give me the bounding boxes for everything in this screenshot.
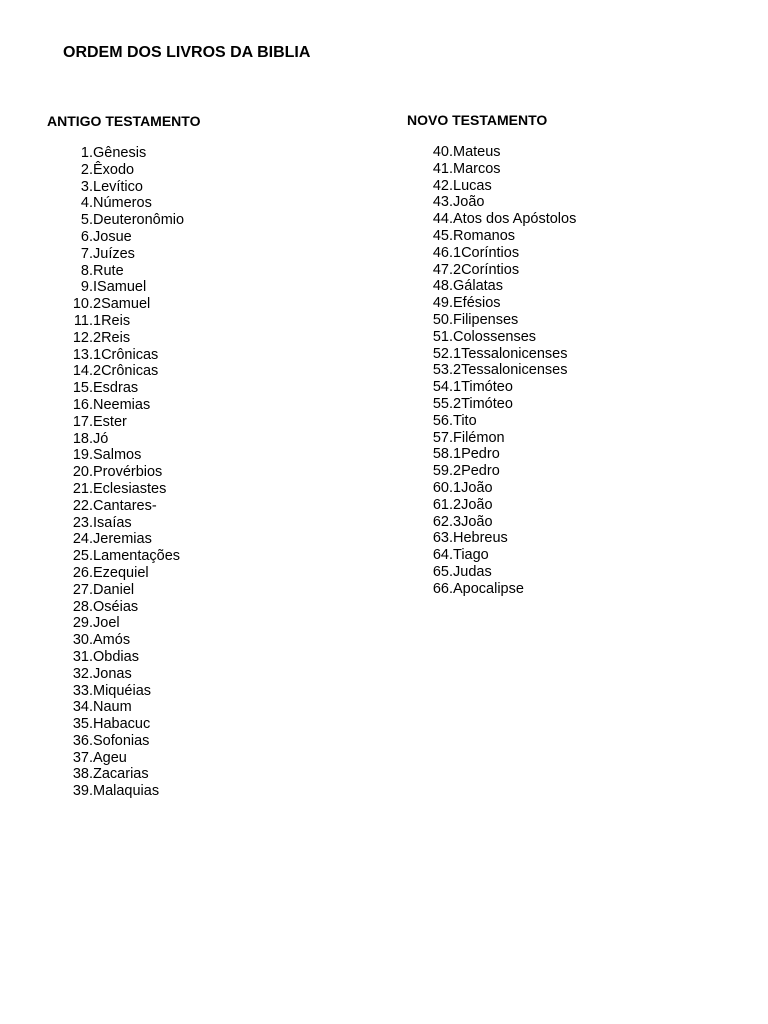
list-item-book-name: Rute [93, 262, 124, 279]
list-item-number: 15. [72, 380, 93, 397]
list-item-number: 47. [432, 261, 453, 278]
list-item [426, 178, 576, 195]
list-item [426, 413, 576, 430]
list-item-book-name: 1Pedro [453, 446, 500, 463]
list-item [426, 547, 576, 564]
list-item-number: 38. [72, 766, 93, 783]
list-item-number: 64. [432, 547, 453, 564]
list-item [426, 463, 576, 480]
list-item [426, 278, 576, 295]
old-testament-list [66, 145, 184, 800]
list-item-book-name: Levítico [93, 178, 143, 195]
list-item-book-name: Lucas [453, 177, 492, 194]
list-item [66, 565, 184, 582]
list-item [66, 447, 184, 464]
list-item [66, 179, 184, 196]
list-item-number: 52. [432, 345, 453, 362]
list-item-book-name: Filipenses [453, 311, 519, 328]
list-item-number: 19. [72, 447, 93, 464]
list-item [66, 229, 184, 246]
list-item-number: 9. [80, 279, 93, 296]
list-item-number: 57. [432, 429, 453, 446]
list-item [66, 397, 184, 414]
list-item-book-name: 2Coríntios [453, 261, 520, 278]
list-item [66, 313, 184, 330]
list-item [426, 295, 576, 312]
list-item-number: 32. [72, 665, 93, 682]
list-item-number: 3. [80, 178, 93, 195]
list-item-book-name: Êxodo [93, 161, 135, 178]
list-item-number: 23. [72, 514, 93, 531]
list-item-book-name: Miquéias [93, 682, 152, 699]
list-item [426, 211, 576, 228]
list-item [66, 783, 184, 800]
list-item [66, 699, 184, 716]
list-item [426, 329, 576, 346]
list-item-number: 14. [72, 363, 93, 380]
list-item-book-name: Ezequiel [93, 564, 149, 581]
list-item-number: 60. [432, 479, 453, 496]
list-item-book-name: Sofonias [93, 732, 150, 749]
list-item [66, 263, 184, 280]
list-item [66, 683, 184, 700]
list-item-book-name: Amós [93, 632, 131, 649]
list-item-number: 41. [432, 160, 453, 177]
list-item [66, 145, 184, 162]
list-item-number: 29. [72, 615, 93, 632]
list-item-number: 53. [432, 362, 453, 379]
list-item [426, 530, 576, 547]
list-item-number: 54. [432, 379, 453, 396]
list-item-book-name: João [453, 194, 485, 211]
list-item-book-name: 2Tessalonicenses [453, 362, 568, 379]
list-item-number: 55. [432, 395, 453, 412]
list-item-book-name: Malaquias [93, 783, 160, 800]
list-item [66, 515, 184, 532]
list-item [426, 480, 576, 497]
list-item-book-name: Ageu [93, 749, 127, 766]
list-item-number: 10. [72, 296, 93, 313]
list-item-number: 58. [432, 446, 453, 463]
list-item [66, 464, 184, 481]
list-item [66, 296, 184, 313]
list-item-number: 4. [80, 195, 93, 212]
list-item-number: 5. [80, 212, 93, 229]
list-item [66, 498, 184, 515]
list-item-book-name: Tiago [453, 547, 489, 564]
list-item-book-name: Filémon [453, 429, 505, 446]
list-item [66, 380, 184, 397]
list-item-book-name: Mateus [453, 144, 501, 160]
list-item-book-name: Joel [93, 615, 120, 632]
list-item [66, 279, 184, 296]
list-item-book-name: Lamentações [93, 548, 181, 565]
list-item [66, 481, 184, 498]
list-item-book-name: Atos dos Apóstolos [453, 211, 577, 228]
list-item-book-name: Esdras [93, 380, 139, 397]
list-item-number: 44. [432, 211, 453, 228]
list-item-number: 65. [432, 563, 453, 580]
list-item-number: 31. [72, 648, 93, 665]
list-item-number: 51. [432, 328, 453, 345]
list-item-book-name: Tito [453, 412, 477, 429]
list-item [426, 245, 576, 262]
list-item-book-name: 1Coríntios [453, 244, 520, 261]
list-item-number: 24. [72, 531, 93, 548]
list-item-number: 59. [432, 463, 453, 480]
list-item [66, 212, 184, 229]
list-item-book-name: Eclesiastes [93, 480, 167, 497]
new-testament-list [426, 144, 576, 598]
list-item [66, 246, 184, 263]
list-item-number: 12. [72, 329, 93, 346]
list-item-number: 28. [72, 598, 93, 615]
list-item [426, 262, 576, 279]
list-item-number: 16. [72, 396, 93, 413]
list-item-number: 6. [80, 228, 93, 245]
list-item [66, 195, 184, 212]
list-item-book-name: Deuteronômio [93, 212, 185, 229]
document-title: ORDEM DOS LIVROS DA BIBLIA [63, 44, 311, 61]
list-item-book-name: 2João [453, 496, 493, 513]
list-item [66, 750, 184, 767]
list-item-number: 18. [72, 430, 93, 447]
list-item-book-name: Cantares- [93, 497, 157, 514]
list-item-number: 13. [72, 346, 93, 363]
list-item [66, 599, 184, 616]
list-item [426, 194, 576, 211]
list-item-number: 34. [72, 699, 93, 716]
list-item-book-name: Juízes [93, 245, 135, 262]
list-item-book-name: 2Crônicas [93, 363, 159, 380]
list-item-number: 37. [72, 749, 93, 766]
list-item-number: 30. [72, 632, 93, 649]
list-item-book-name: Hebreus [453, 530, 508, 547]
list-item [426, 161, 576, 178]
old-testament-heading: ANTIGO TESTAMENTO [47, 113, 201, 129]
list-item-book-name: 2Timóteo [453, 395, 513, 412]
list-item [426, 446, 576, 463]
list-item-book-name: 2Reis [93, 329, 131, 346]
list-item-number: 48. [432, 278, 453, 295]
list-item-book-name: Habacuc [93, 716, 151, 733]
list-item [66, 632, 184, 649]
list-item-book-name: Obdias [93, 648, 139, 665]
list-item-book-name: ISamuel [93, 279, 147, 296]
list-item [426, 362, 576, 379]
list-item-book-name: Romanos [453, 227, 516, 244]
list-item [426, 581, 576, 598]
list-item-number: 35. [72, 716, 93, 733]
list-item-number: 26. [72, 564, 93, 581]
list-item-book-name: Marcos [453, 160, 501, 177]
list-item-book-name: Efésios [453, 295, 501, 312]
list-item-book-name: Jonas [93, 665, 132, 682]
list-item-number: 62. [432, 513, 453, 530]
list-item-number: 2. [80, 161, 93, 178]
list-item [426, 497, 576, 514]
list-item-book-name: Provérbios [93, 464, 163, 481]
list-item [66, 733, 184, 750]
list-item-number: 56. [432, 412, 453, 429]
list-item [426, 346, 576, 363]
list-item-number: 45. [432, 227, 453, 244]
list-item-number: 20. [72, 464, 93, 481]
list-item-book-name: 3João [453, 513, 493, 530]
list-item [426, 564, 576, 581]
list-item-book-name: 2Pedro [453, 463, 500, 480]
list-item [426, 430, 576, 447]
list-item-number: 66. [432, 580, 453, 597]
list-item-number: 21. [72, 480, 93, 497]
list-item [66, 431, 184, 448]
list-item-number: 27. [72, 581, 93, 598]
list-item-book-name: Isaías [93, 514, 132, 531]
list-item-book-name: Naum [93, 699, 132, 716]
list-item-number: 42. [432, 177, 453, 194]
list-item-book-name: Daniel [93, 581, 135, 598]
list-item-book-name: 1Crônicas [93, 346, 159, 363]
list-item-number: 61. [432, 496, 453, 513]
list-item [66, 162, 184, 179]
list-item [66, 548, 184, 565]
list-item [66, 347, 184, 364]
list-item [66, 363, 184, 380]
list-item-number: 63. [432, 530, 453, 547]
list-item-number: 33. [72, 682, 93, 699]
list-item-book-name: Apocalipse [453, 580, 524, 597]
list-item-book-name: Gálatas [453, 278, 503, 295]
list-item-number: 49. [432, 295, 453, 312]
list-item-number: 39. [72, 783, 93, 800]
list-item [66, 716, 184, 733]
list-item [426, 144, 576, 161]
list-item-book-name: 1Timóteo [453, 379, 513, 396]
list-item-book-name: Jeremias [93, 531, 152, 548]
list-item-number: 40. [432, 144, 453, 160]
list-item-number: 46. [432, 244, 453, 261]
list-item [66, 582, 184, 599]
list-item-book-name: Jó [93, 430, 109, 447]
list-item-book-name: Zacarias [93, 766, 149, 783]
list-item [66, 414, 184, 431]
list-item [426, 379, 576, 396]
list-item-number: 36. [72, 732, 93, 749]
list-item-number: 1. [80, 145, 93, 161]
list-item [66, 649, 184, 666]
list-item-number: 7. [80, 245, 93, 262]
list-item-number: 50. [432, 311, 453, 328]
list-item [66, 766, 184, 783]
list-item [66, 330, 184, 347]
list-item [426, 312, 576, 329]
list-item-book-name: 1Tessalonicenses [453, 345, 568, 362]
list-item [66, 615, 184, 632]
list-item-number: 22. [72, 497, 93, 514]
list-item-book-name: Josue [93, 228, 132, 245]
list-item [426, 396, 576, 413]
list-item-book-name: Ester [93, 413, 127, 430]
list-item-book-name: 1João [453, 479, 493, 496]
list-item-book-name: Neemias [93, 396, 151, 413]
list-item-book-name: 2Samuel [93, 296, 151, 313]
list-item-book-name: Gênesis [93, 145, 147, 161]
list-item-book-name: Salmos [93, 447, 142, 464]
list-item-book-name: 1Reis [93, 312, 131, 329]
list-item [426, 514, 576, 531]
list-item-book-name: Números [93, 195, 152, 212]
list-item-number: 8. [80, 262, 93, 279]
list-item-number: 11. [73, 312, 93, 329]
list-item-book-name: Oséias [93, 598, 139, 615]
list-item-number: 17. [72, 413, 93, 430]
new-testament-heading: NOVO TESTAMENTO [407, 112, 548, 128]
list-item-book-name: Colossenses [453, 328, 537, 345]
list-item [66, 666, 184, 683]
list-item-number: 25. [72, 548, 93, 565]
list-item [66, 531, 184, 548]
list-item [426, 228, 576, 245]
list-item-book-name: Judas [453, 563, 492, 580]
list-item-number: 43. [432, 194, 453, 211]
